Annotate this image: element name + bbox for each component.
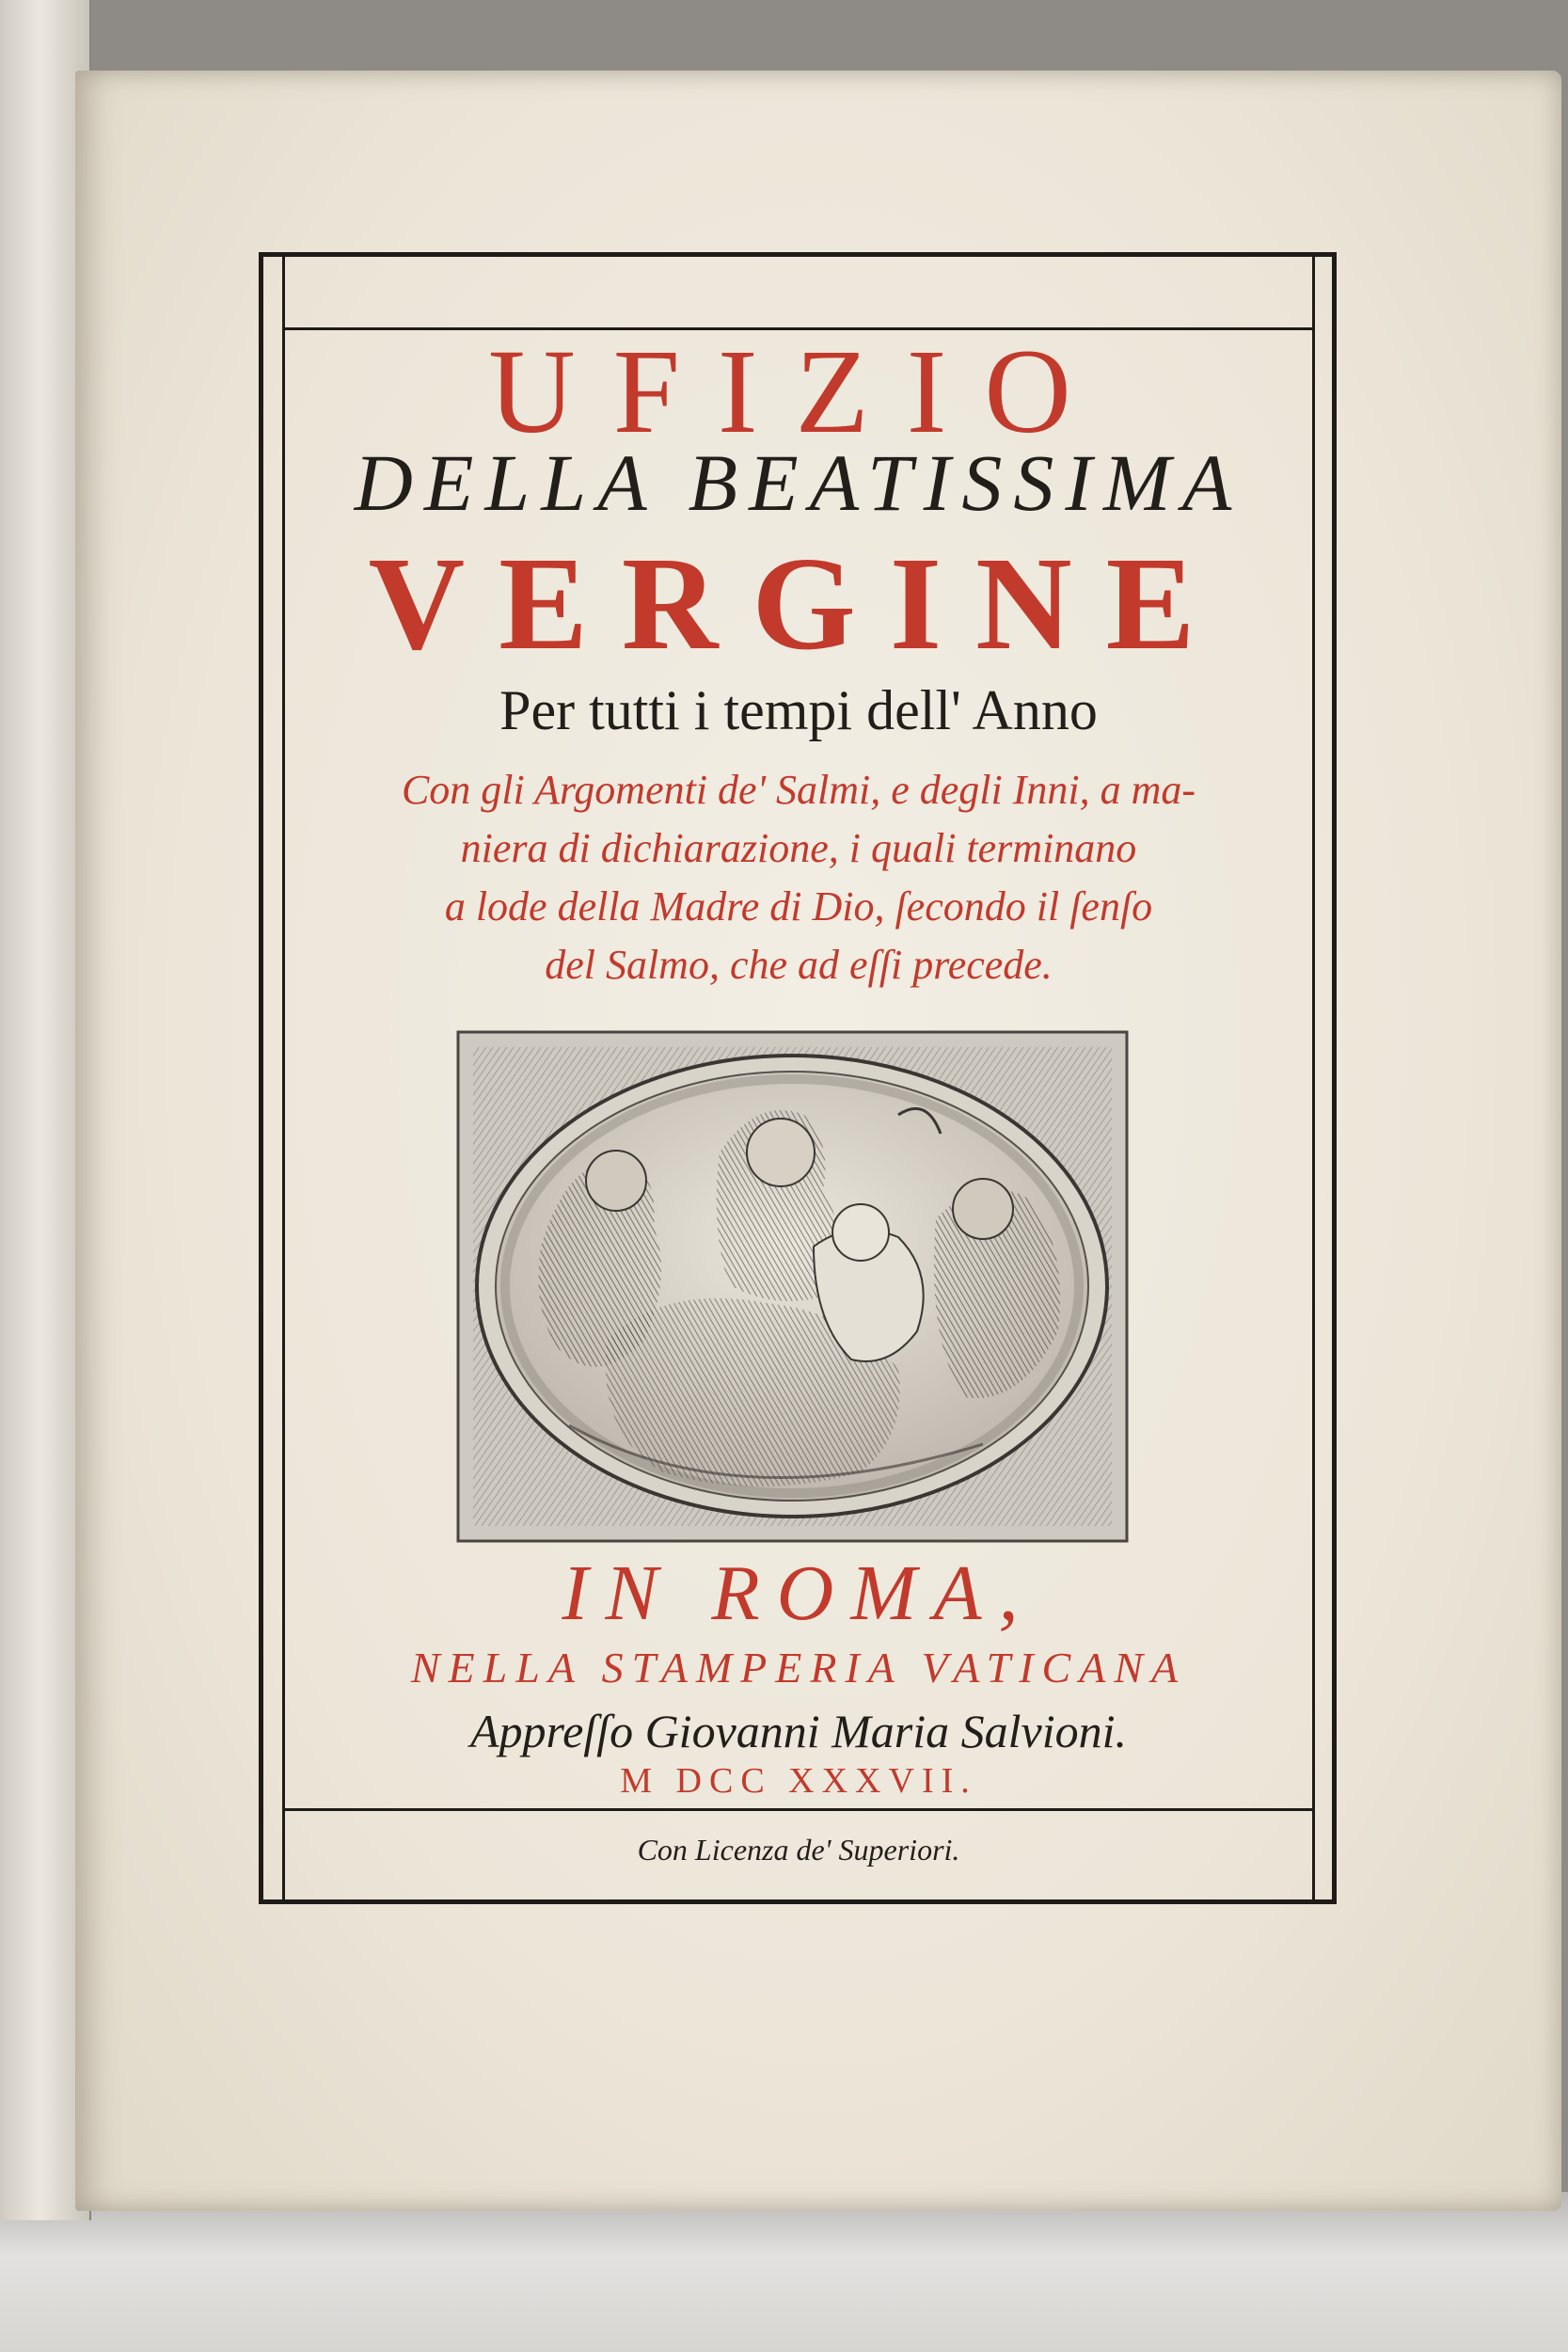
imprint-place: IN ROMA, — [562, 1549, 1036, 1637]
subtitle-line-4: del Salmo, che ad eſſi precede. — [545, 942, 1053, 988]
subtitle-line-3: a lode della Madre di Dio, ſecondo il ſenſo — [444, 883, 1153, 930]
title-line-4: Per tutti i tempi dell' Anno — [499, 679, 1098, 741]
subtitle-line-1: Con gli Argomenti de' Salmi, e degli Inni, a ma- — [401, 767, 1196, 813]
title-line-1: UFIZIO — [488, 325, 1109, 458]
subtitle-line-2: niera di dichiarazione, i quali terminano — [460, 825, 1137, 871]
title-line-2: DELLA BEATISSIMA — [354, 437, 1243, 528]
imprint-printer: Appreſſo Giovanni Maria Salvioni. — [469, 1705, 1128, 1757]
title-line-3: VERGINE — [368, 529, 1229, 677]
licence-note: Con Licenza de' Superiori. — [637, 1833, 960, 1867]
imprint-press: NELLA STAMPERIA VATICANA — [410, 1644, 1187, 1692]
bottom-rule — [282, 1808, 1315, 1811]
table-surface — [0, 2192, 1568, 2352]
holy-family-engraving — [456, 1030, 1129, 1543]
imprint-year: M DCC XXXVII. — [620, 1761, 977, 1801]
